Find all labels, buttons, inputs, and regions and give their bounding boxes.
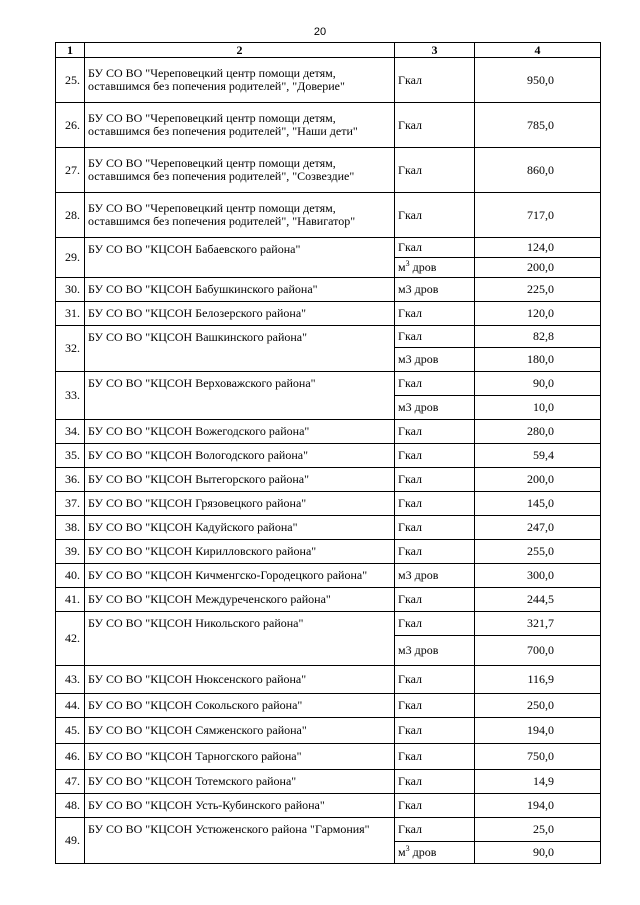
institution-name: БУ СО ВО "КЦСОН Белозерского района" — [85, 302, 395, 326]
unit-cell: Гкал — [395, 238, 475, 258]
unit-cell: Гкал — [395, 794, 475, 818]
value-cell: 244,5 — [475, 588, 601, 612]
value-cell: 200,0 — [475, 258, 601, 278]
value-cell: 280,0 — [475, 420, 601, 444]
value-cell: 180,0 — [475, 348, 601, 372]
institution-name: БУ СО ВО "КЦСОН Грязовецкого района" — [85, 492, 395, 516]
value-cell: 116,9 — [475, 666, 601, 694]
page-number: 20 — [313, 26, 327, 38]
institution-name: БУ СО ВО "КЦСОН Кадуйского района" — [85, 516, 395, 540]
institution-name: БУ СО ВО "КЦСОН Усть-Кубинского района" — [85, 794, 395, 818]
table-row — [56, 58, 601, 103]
table-row — [56, 770, 601, 794]
unit-cell: Гкал — [395, 103, 475, 148]
row-number: 48. — [56, 794, 85, 818]
value-cell: 90,0 — [475, 372, 601, 396]
unit-cell: м3 дров — [395, 278, 475, 302]
table-row — [56, 372, 601, 396]
table-row — [56, 193, 601, 238]
table-row — [56, 694, 601, 718]
row-number: 30. — [56, 278, 85, 302]
unit-cell: $м^3$ дров — [395, 258, 475, 278]
unit-cell: Гкал — [395, 744, 475, 770]
value-cell: 860,0 — [475, 148, 601, 193]
unit-cell: Гкал — [395, 612, 475, 636]
table-row — [56, 278, 601, 302]
row-number: 40. — [56, 564, 85, 588]
row-number: 43. — [56, 666, 85, 694]
institution-name: БУ СО ВО "КЦСОН Вытегорского района" — [85, 468, 395, 492]
table-row — [56, 794, 601, 818]
table-row — [56, 444, 601, 468]
table-row — [56, 492, 601, 516]
value-cell: 194,0 — [475, 718, 601, 744]
table-row — [56, 420, 601, 444]
institution-name: БУ СО ВО "КЦСОН Сямженского района" — [85, 718, 395, 744]
institution-name: БУ СО ВО "Череповецкий центр помощи детям, оставшимся без попечения родителей", "Доверие" — [85, 58, 395, 103]
table-header-row — [56, 43, 601, 58]
value-cell: 225,0 — [475, 278, 601, 302]
unit-cell: $м^3$ дров — [395, 842, 475, 864]
table-row — [56, 540, 601, 564]
value-cell: 124,0 — [475, 238, 601, 258]
institution-name: БУ СО ВО "Череповецкий центр помощи детям, оставшимся без попечения родителей", "Созвездие" — [85, 148, 395, 193]
unit-cell: Гкал — [395, 302, 475, 326]
value-cell: 145,0 — [475, 492, 601, 516]
value-cell: 194,0 — [475, 794, 601, 818]
unit-cell: Гкал — [395, 492, 475, 516]
row-number: 46. — [56, 744, 85, 770]
institution-name: БУ СО ВО "КЦСОН Вологодского района" — [85, 444, 395, 468]
row-number: 38. — [56, 516, 85, 540]
value-cell: 82,8 — [475, 326, 601, 348]
unit-cell: Гкал — [395, 516, 475, 540]
table-row — [56, 588, 601, 612]
header-col-1: 1 — [56, 43, 85, 58]
unit-cell: м3 дров — [395, 636, 475, 666]
unit-cell: Гкал — [395, 770, 475, 794]
value-cell: 700,0 — [475, 636, 601, 666]
unit-cell: Гкал — [395, 694, 475, 718]
unit-cell: Гкал — [395, 58, 475, 103]
unit-cell: м3 дров — [395, 396, 475, 420]
value-cell: 300,0 — [475, 564, 601, 588]
table-row — [56, 718, 601, 744]
unit-cell: Гкал — [395, 444, 475, 468]
row-number: 34. — [56, 420, 85, 444]
institution-name: БУ СО ВО "КЦСОН Сокольского района" — [85, 694, 395, 718]
institution-name: БУ СО ВО "КЦСОН Тарногского района" — [85, 744, 395, 770]
row-number: 25. — [56, 58, 85, 103]
row-number: 28. — [56, 193, 85, 238]
header-col-2: 2 — [85, 43, 395, 58]
institution-name: БУ СО ВО "КЦСОН Кичменгско-Городецкого района" — [85, 564, 395, 588]
institution-name: БУ СО ВО "КЦСОН Бабушкинского района" — [85, 278, 395, 302]
value-cell: 120,0 — [475, 302, 601, 326]
value-cell: 59,4 — [475, 444, 601, 468]
unit-cell: Гкал — [395, 718, 475, 744]
value-cell: 321,7 — [475, 612, 601, 636]
row-number: 31. — [56, 302, 85, 326]
value-cell: 14,9 — [475, 770, 601, 794]
header-col-4: 4 — [475, 43, 601, 58]
row-number: 32. — [56, 326, 85, 372]
table-row — [56, 744, 601, 770]
institution-name: БУ СО ВО "КЦСОН Никольского района" — [85, 612, 395, 666]
unit-cell: Гкал — [395, 193, 475, 238]
unit-cell: Гкал — [395, 468, 475, 492]
row-number: 26. — [56, 103, 85, 148]
row-number: 41. — [56, 588, 85, 612]
institution-name: БУ СО ВО "КЦСОН Верховажского района" — [85, 372, 395, 420]
value-cell: 785,0 — [475, 103, 601, 148]
value-cell: 255,0 — [475, 540, 601, 564]
row-number: 42. — [56, 612, 85, 666]
unit-cell: Гкал — [395, 540, 475, 564]
institution-name: БУ СО ВО "Череповецкий центр помощи детям, оставшимся без попечения родителей", "Наши дети" — [85, 103, 395, 148]
table-row — [56, 238, 601, 258]
table-row — [56, 612, 601, 636]
unit-cell: м3 дров — [395, 348, 475, 372]
value-cell: 717,0 — [475, 193, 601, 238]
unit-cell: Гкал — [395, 666, 475, 694]
header-col-3: 3 — [395, 43, 475, 58]
row-number: 39. — [56, 540, 85, 564]
institution-name: БУ СО ВО "КЦСОН Бабаевского района" — [85, 238, 395, 278]
row-number: 27. — [56, 148, 85, 193]
value-cell: 950,0 — [475, 58, 601, 103]
institution-name: БУ СО ВО "КЦСОН Устюженского района "Гармония" — [85, 818, 395, 864]
table-row — [56, 148, 601, 193]
row-number: 36. — [56, 468, 85, 492]
institution-name: БУ СО ВО "КЦСОН Вашкинского района" — [85, 326, 395, 372]
table-row — [56, 516, 601, 540]
institution-name: БУ СО ВО "КЦСОН Тотемского района" — [85, 770, 395, 794]
value-cell: 250,0 — [475, 694, 601, 718]
table-row — [56, 302, 601, 326]
value-cell: 200,0 — [475, 468, 601, 492]
table-row — [56, 818, 601, 842]
institution-name: БУ СО ВО "КЦСОН Кирилловского района" — [85, 540, 395, 564]
unit-cell: Гкал — [395, 148, 475, 193]
table-row — [56, 564, 601, 588]
row-number: 37. — [56, 492, 85, 516]
value-cell: 247,0 — [475, 516, 601, 540]
institution-name: БУ СО ВО "Череповецкий центр помощи детям, оставшимся без попечения родителей", "Навигатор" — [85, 193, 395, 238]
value-cell: 10,0 — [475, 396, 601, 420]
table-row — [56, 103, 601, 148]
table-row — [56, 326, 601, 348]
heating-volume-table — [55, 42, 601, 864]
unit-cell: Гкал — [395, 372, 475, 396]
unit-cell: Гкал — [395, 588, 475, 612]
value-cell: 25,0 — [475, 818, 601, 842]
institution-name: БУ СО ВО "КЦСОН Междуреченского района" — [85, 588, 395, 612]
unit-cell: Гкал — [395, 326, 475, 348]
unit-cell: Гкал — [395, 818, 475, 842]
value-cell: 750,0 — [475, 744, 601, 770]
unit-cell: Гкал — [395, 420, 475, 444]
unit-cell: м3 дров — [395, 564, 475, 588]
row-number: 35. — [56, 444, 85, 468]
table-row — [56, 666, 601, 694]
row-number: 49. — [56, 818, 85, 864]
row-number: 44. — [56, 694, 85, 718]
table-row — [56, 468, 601, 492]
row-number: 45. — [56, 718, 85, 744]
row-number: 47. — [56, 770, 85, 794]
row-number: 33. — [56, 372, 85, 420]
row-number: 29. — [56, 238, 85, 278]
institution-name: БУ СО ВО "КЦСОН Вожегодского района" — [85, 420, 395, 444]
institution-name: БУ СО ВО "КЦСОН Нюксенского района" — [85, 666, 395, 694]
value-cell: 90,0 — [475, 842, 601, 864]
